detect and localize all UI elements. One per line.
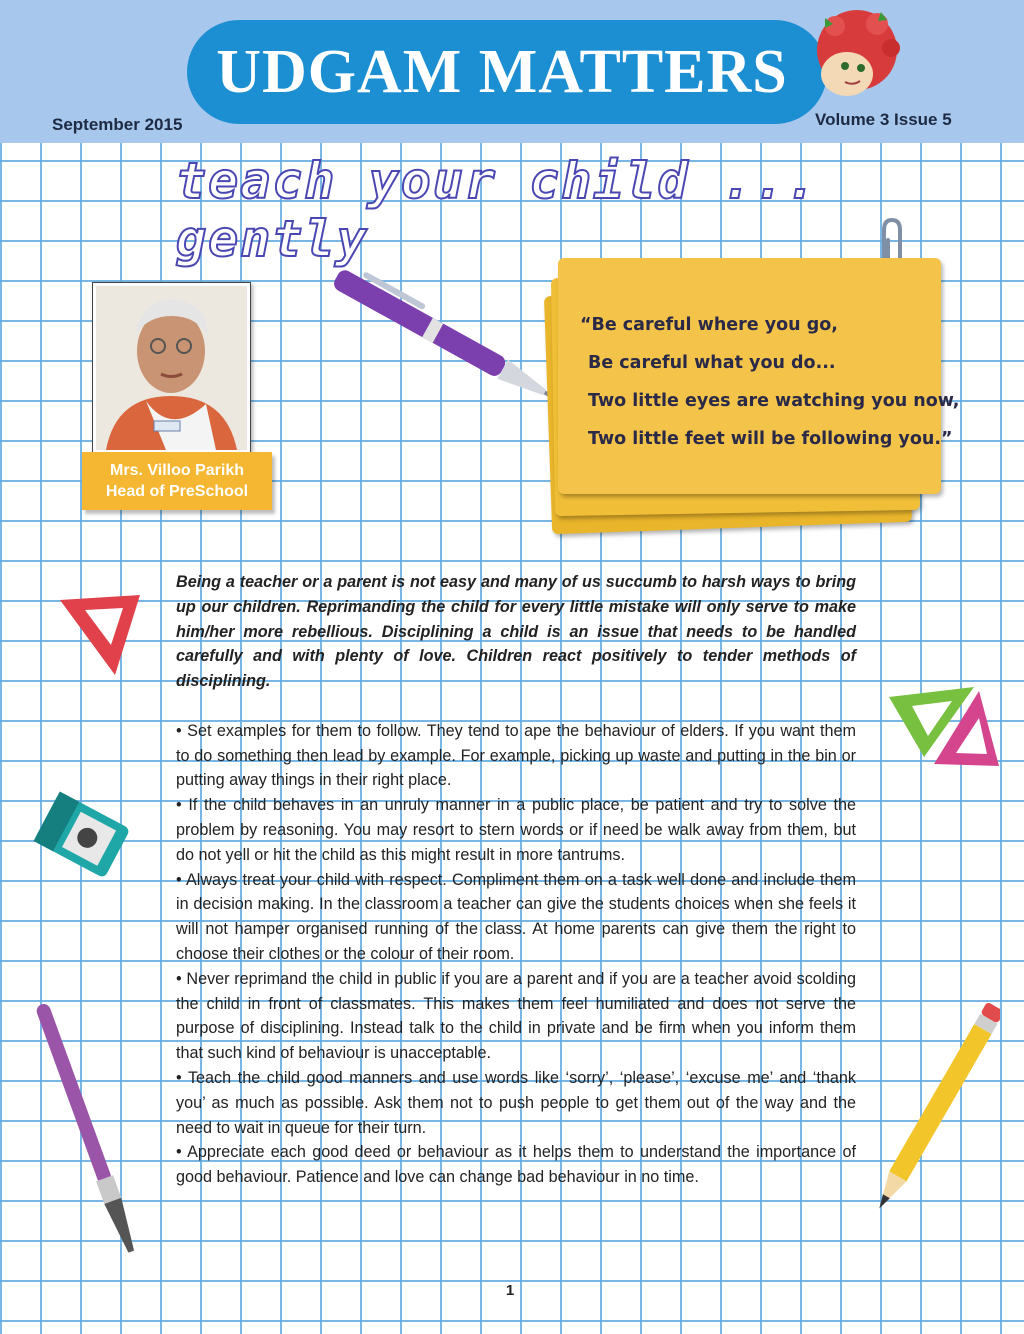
profile-name: Mrs. Villoo Parikh	[110, 462, 244, 479]
quote-line: Two little feet will be following you.”	[588, 429, 953, 449]
issue-date: September 2015	[52, 115, 183, 134]
article-bullet: • Never reprimand the child in public if you are a parent and if you are a teacher avoid scolding the child in front of classmates. This makes them feel humiliated and does not serve the purpose of disciplining. Instead talk to the child in private and be firm when you inform them that such kind of behaviour is unacceptable.	[176, 969, 856, 1063]
pencil-sharpener-icon	[30, 785, 135, 885]
quote-note	[558, 258, 960, 494]
page-number: 1	[505, 1282, 515, 1299]
issue-volume: Volume 3 Issue 5	[815, 110, 952, 129]
article-bullet: • If the child behaves in an unruly manner in a public place, be patient and try to solve the problem by reasoning. You may resort to stern words or if need be walk away from them, but do not yell or hit the child as this might result in more tantrums.	[176, 796, 856, 864]
title-banner	[187, 20, 827, 124]
profile-photo	[96, 286, 247, 450]
article-bullet: • Always treat your child with respect. Compliment them on a task well done and include them in decision making. In the classroom a teacher can give the students choices when she feels it will not hamper organised running of the class. At home parents can give them the right to choose their clothes or the colour of their room.	[176, 870, 856, 963]
profile-name-tag	[82, 452, 272, 510]
article-body	[176, 570, 856, 1190]
article-headline: teach your child ... gently	[176, 152, 819, 268]
paintbrush-icon	[22, 990, 162, 1280]
article-bullet: • Teach the child good manners and use words like ‘sorry’, ‘please’, ‘excuse me’ and ‘thank you’ as much as possible. Ask them not to push people to get them out of the way and the need to wait in queue for their turn.	[176, 1068, 856, 1137]
set-square-red-icon	[55, 590, 145, 680]
profile-role: Head of PreSchool	[105, 483, 249, 500]
quote-line: “Be careful where you go,	[580, 315, 838, 335]
quote-line: Be careful what you do...	[588, 353, 836, 373]
pencil-icon	[870, 985, 1000, 1235]
newsletter-title: UDGAM MATTERS	[216, 37, 788, 106]
pen-icon	[312, 268, 584, 413]
article-bullet: • Set examples for them to follow. They tend to ape the behaviour of elders. If you want them to do something then lead by example. For example, picking up waste and putting in the bin or putting away things in their right place.	[176, 721, 856, 790]
quote-block	[580, 306, 960, 458]
set-square-pink-icon	[924, 686, 1004, 776]
article-bullet: • Appreciate each good deed or behaviour as it helps them to understand the importance of good behaviour. Patience and love can change bad behaviour in no time.	[176, 1143, 856, 1187]
profile-photo-frame	[92, 282, 251, 454]
article-intro: Being a teacher or a parent is not easy and many of us succumb to harsh ways to bring up our children. Reprimanding the child for every little mistake will only serve to make him/her more rebellious. Disciplining a child is an issue that needs to be handled carefully and with plenty of love. Children react positively to tender methods of disciplining.	[176, 573, 856, 691]
mascot-girl-icon	[805, 4, 905, 104]
masthead	[0, 0, 1024, 143]
quote-line: Two little eyes are watching you now,	[588, 391, 960, 411]
